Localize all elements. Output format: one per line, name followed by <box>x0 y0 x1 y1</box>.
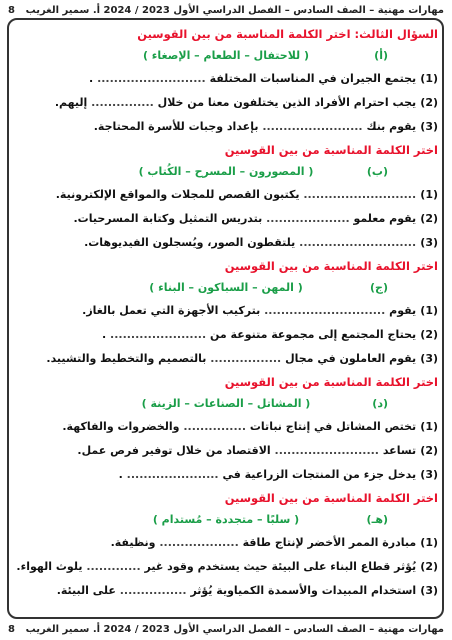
item-text-end: يلوث الهواء. <box>16 560 83 573</box>
item-number: (2) <box>420 328 438 341</box>
question-item <box>14 91 438 115</box>
question-item <box>14 439 438 463</box>
item-text-start: تختص المشاتل في إنتاج نباتات <box>249 420 417 433</box>
item-text-end: ونظيفة. <box>110 536 156 549</box>
page-number: 8 <box>8 4 15 16</box>
item-text-end: إليهم. <box>54 96 88 109</box>
item-text-start: يجب احترام الأفراد الذين يختلفون معنا من خلال <box>157 96 417 109</box>
question-group <box>14 373 438 487</box>
item-text-end: الاقتصاد من خلال توفير فرص عمل. <box>77 444 271 457</box>
word-choices <box>14 508 438 531</box>
item-number: (2) <box>420 444 438 457</box>
answer-blank[interactable]: ........................ <box>262 120 363 133</box>
word-choices <box>14 392 438 415</box>
section-letter: (ب) <box>366 165 388 178</box>
question-group <box>14 141 438 255</box>
question-group <box>14 489 438 603</box>
choices-text: ( المشاتل – الصناعات – الزينة ) <box>141 397 311 410</box>
item-text-end: على البيئة. <box>56 584 116 597</box>
item-text-end: والخضروات والفاكهة. <box>62 420 180 433</box>
answer-blank[interactable]: ......................... <box>274 444 379 457</box>
question-item <box>14 579 438 603</box>
item-number: (1) <box>420 72 438 85</box>
item-text-start: يقوم معلمو <box>353 212 417 225</box>
question-title: اختر الكلمة المناسبة من بين القوسين <box>224 375 438 389</box>
question-group <box>14 257 438 371</box>
question-item <box>14 231 438 255</box>
question-item <box>14 299 438 323</box>
word-choices <box>14 44 438 67</box>
item-number: (1) <box>420 536 438 549</box>
item-number: (1) <box>420 304 438 317</box>
item-text-end: . <box>118 468 123 481</box>
item-text-start: يحتاج المجتمع إلى مجموعة متنوعة من <box>210 328 417 341</box>
item-text-end: يلتقطون الصور، ويُسجلون الفيديوهات. <box>84 236 296 249</box>
section-letter: (هـ) <box>366 513 388 526</box>
page-footer <box>0 620 452 638</box>
question-group <box>14 25 438 139</box>
question-item <box>14 347 438 371</box>
question-item <box>14 555 438 579</box>
item-text-start: استخدام المبيدات والأسمدة الكمياوية يُؤثر <box>190 584 417 597</box>
question-title: اختر الكلمة المناسبة من بين القوسين <box>224 143 438 157</box>
section-letter: (ج) <box>370 281 388 294</box>
choices-text: ( المصورون – المسرح – الكُتاب ) <box>138 165 314 178</box>
worksheet-content <box>14 25 438 605</box>
answer-blank[interactable]: .................... <box>266 212 350 225</box>
answer-blank[interactable]: ................. <box>210 352 282 365</box>
question-item <box>14 207 438 231</box>
item-number: (3) <box>420 352 438 365</box>
answer-blank[interactable]: ............... <box>91 96 154 109</box>
item-text-start: يقوم بنك <box>366 120 417 133</box>
choices-text: ( المهن – السباكون – البناء ) <box>149 281 303 294</box>
question-item <box>14 463 438 487</box>
answer-blank[interactable]: ...................... <box>126 468 219 481</box>
item-text-start: يقوم <box>389 304 417 317</box>
item-number: (1) <box>420 188 438 201</box>
footer-text: مهارات مهنية – الصف السادس – الفصل الدراسي الأول 2023 / 2024 أ. سمير الغريب <box>25 623 444 635</box>
answer-blank[interactable]: ........................... <box>303 188 417 201</box>
answer-blank[interactable]: ................... <box>159 536 239 549</box>
answer-blank[interactable]: ............. <box>86 560 141 573</box>
item-text-start: يجتمع الجيران في المناسبات المختلفة <box>209 72 417 85</box>
answer-blank[interactable]: ............... <box>183 420 247 433</box>
answer-blank[interactable]: ....................... <box>110 328 207 341</box>
question-title: اختر الكلمة المناسبة من بين القوسين <box>224 259 438 273</box>
item-text-end: يكتبون القصص للمجلات والمواقع الإلكترونية. <box>55 188 300 201</box>
item-number: (2) <box>420 212 438 225</box>
question-item <box>14 531 438 555</box>
item-text-end: . <box>102 328 107 341</box>
item-number: (3) <box>420 468 438 481</box>
item-text-end: . <box>89 72 94 85</box>
question-title: السؤال الثالث: اختر الكلمة المناسبة من بين القوسين <box>137 27 438 41</box>
question-item <box>14 323 438 347</box>
question-item <box>14 67 438 91</box>
item-text-end: بإعداد وجبات للأسرة المحتاجة. <box>93 120 259 133</box>
item-text-start: مبادرة الممر الأخضر لإنتاج طاقة <box>242 536 417 549</box>
item-number: (2) <box>420 560 438 573</box>
word-choices <box>14 160 438 183</box>
answer-blank[interactable]: ................ <box>119 584 187 597</box>
item-number: (2) <box>420 96 438 109</box>
item-text-end: بتركيب الأجهزة التي تعمل بالغاز. <box>82 304 261 317</box>
section-letter: (د) <box>372 397 388 410</box>
item-text-start: يقوم العاملون في مجال <box>285 352 417 365</box>
header-text: مهارات مهنية – الصف السادس – الفصل الدراسي الأول 2023 / 2024 أ. سمير الغريب <box>25 4 444 16</box>
page-header <box>0 1 452 19</box>
item-number: (3) <box>420 584 438 597</box>
question-title: اختر الكلمة المناسبة من بين القوسين <box>224 491 438 505</box>
choices-text: ( سلبًا – متجددة – مُستدام ) <box>152 513 300 526</box>
choices-text: ( للاحتفال – الطعام – الإصغاء ) <box>142 49 310 62</box>
item-number: (3) <box>420 120 438 133</box>
item-text-start: يُؤثر قطاع البناء على البيئة حيث يستخدم وقود غير <box>144 560 417 573</box>
item-number: (1) <box>420 420 438 433</box>
answer-blank[interactable]: ............................ <box>299 236 417 249</box>
answer-blank[interactable]: ............................. <box>264 304 386 317</box>
section-letter: (أ) <box>374 49 388 62</box>
item-number: (3) <box>420 236 438 249</box>
question-item <box>14 415 438 439</box>
question-item <box>14 115 438 139</box>
footer-page-number: 8 <box>8 623 15 635</box>
item-text-start: يدخل جزء من المنتجات الزراعية في <box>222 468 417 481</box>
word-choices <box>14 276 438 299</box>
question-item <box>14 183 438 207</box>
item-text-end: بتدريس التمثيل وكتابة المسرحيات. <box>73 212 263 225</box>
item-text-start: تساعد <box>382 444 417 457</box>
answer-blank[interactable]: .......................... <box>97 72 206 85</box>
item-text-end: بالتصميم والتخطيط والتشييد. <box>46 352 207 365</box>
